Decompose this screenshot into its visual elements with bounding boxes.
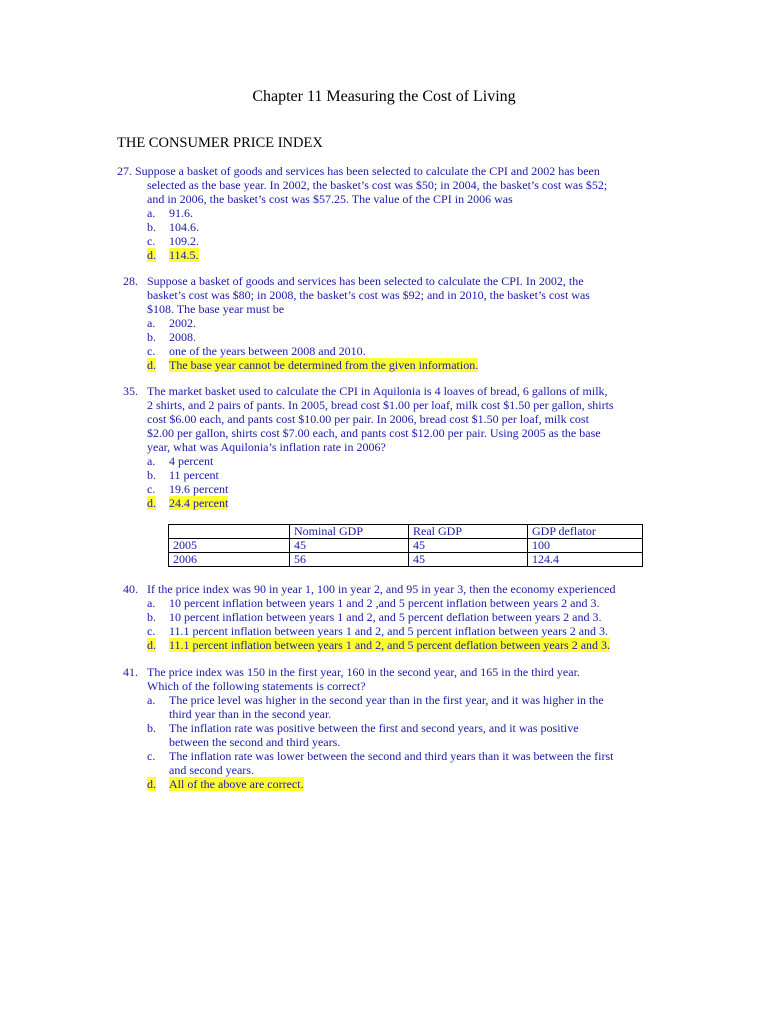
- question-text-line: 2 shirts, and 2 pairs of pants. In 2005, bread cost $1.00 per loaf, milk cost $1.50 per gallon, shirts: [147, 398, 614, 412]
- question-number: 41.: [123, 665, 138, 679]
- table-cell: 56: [290, 553, 409, 567]
- section-heading: THE CONSUMER PRICE INDEX: [117, 135, 323, 151]
- table-header-row: [169, 525, 643, 539]
- question-text-line: $2.00 per gallon, shirts cost $7.00 each, and pants cost $12.00 per pair. Using 2005 as the base: [147, 426, 601, 440]
- table-row: [169, 539, 643, 553]
- question-number: 40.: [123, 582, 138, 596]
- table-cell: [169, 525, 290, 539]
- table-cell: 45: [409, 539, 528, 553]
- question-40: 40. If the price index was 90 in year 1, 100 in year 2, and 95 in year 3, then the economy experienced a. 10 percent inflation between years 1 and 2 ,and 5 percent inflation between years 2 and 3. b. 10 percent inflation between years 1 and 2, and 5 percent deflation between years 2 and 3. c. 11.1 percent inflation between years 1 and 2, and 5 percent inflation between years 2 and 3. d. 11.1 percent inflation between years 1 and 2, and 5 percent deflation between years 2 and 3.: [123, 582, 616, 652]
- question-number: 27.: [117, 164, 132, 178]
- table-cell: 45: [290, 539, 409, 553]
- table-cell: Real GDP: [409, 525, 528, 539]
- question-text-line: Suppose a basket of goods and services has been selected to calculate the CPI. In 2002, the: [147, 274, 584, 288]
- table-cell: 124.4: [528, 553, 643, 567]
- question-text-line: Which of the following statements is correct?: [147, 679, 366, 693]
- question-text-line: If the price index was 90 in year 1, 100 in year 2, and 95 in year 3, then the economy experienced: [147, 582, 616, 596]
- question-text-line: selected as the base year. In 2002, the basket’s cost was $50; in 2004, the basket’s cost was $52;: [147, 178, 608, 192]
- question-text-line: $108. The base year must be: [147, 302, 285, 316]
- question-text-line: cost $6.00 each, and pants cost $10.00 per pair. In 2006, bread cost $1.50 per loaf, milk cost: [147, 412, 589, 426]
- table-cell: 45: [409, 553, 528, 567]
- question-text-line: The market basket used to calculate the CPI in Aquilonia is 4 loaves of bread, 6 gallons of milk,: [147, 384, 608, 398]
- question-number: 35.: [123, 384, 138, 398]
- question-28: 28. Suppose a basket of goods and services has been selected to calculate the CPI. In 2002, the basket’s cost was $80; in 2008, the basket’s cost was $92; and in 2010, the basket’s cost was $108. The base year must be a. 2002. b. 2008. c. one of the years between 2008 and 2010. d. The base year cannot be determined from the given information.: [123, 274, 590, 372]
- question-27: 27. Suppose a basket of goods and services has been selected to calculate the CPI and 2002 has been selected as the base year. In 2002, the basket’s cost was $50; in 2004, the basket’s cost was $52; and in 2006, the basket’s cost was $57.25. The value of the CPI in 2006 was a. 91.6. b. 104.6. c. 109.2. d. 114.5.: [117, 164, 608, 262]
- question-text-line: The price index was 150 in the first year, 160 in the second year, and 165 in the third year.: [147, 665, 580, 679]
- table-row: [169, 553, 643, 567]
- table-cell: Nominal GDP: [290, 525, 409, 539]
- gdp-table: [168, 524, 643, 567]
- question-35: 35. The market basket used to calculate the CPI in Aquilonia is 4 loaves of bread, 6 gallons of milk, 2 shirts, and 2 pairs of pants. In 2005, bread cost $1.00 per loaf, milk cost $1.50 per gallon, shirts cost $6.00 each, and pants cost $10.00 per pair. In 2006, bread cost $1.50 per loaf, milk cost $2.00 per gallon, shirts cost $7.00 each, and pants cost $12.00 per pair. Using 2005 as the base year, what was Aquilonia’s inflation rate in 2006? a. 4 percent b. 11 percent c. 19.6 percent d. 24.4 percent: [123, 384, 614, 510]
- table-cell: 2006: [169, 553, 290, 567]
- question-text-line: Suppose a basket of goods and services has been selected to calculate the CPI and 2002 has been: [135, 164, 600, 178]
- table-cell: 2005: [169, 539, 290, 553]
- question-41: 41. The price index was 150 in the first year, 160 in the second year, and 165 in the third year. Which of the following statements is correct? a. The price level was higher in the second year than in the first year, and it was higher in the third year than in the second year. b. The inflation rate was positive between the first and second years, and it was positive between the second and third years. c. The inflation rate was lower between the second and third years than it was between the first and second years. d. All of the above are correct.: [123, 665, 614, 791]
- page-title: Chapter 11 Measuring the Cost of Living: [252, 88, 516, 105]
- question-number: 28.: [123, 274, 138, 288]
- table-cell: 100: [528, 539, 643, 553]
- question-text-line: and in 2006, the basket’s cost was $57.25. The value of the CPI in 2006 was: [147, 192, 513, 206]
- table-cell: GDP deflator: [528, 525, 643, 539]
- question-text-line: basket’s cost was $80; in 2008, the basket’s cost was $92; and in 2010, the basket’s cost was: [147, 288, 590, 302]
- question-text-line: year, what was Aquilonia’s inflation rate in 2006?: [147, 440, 386, 454]
